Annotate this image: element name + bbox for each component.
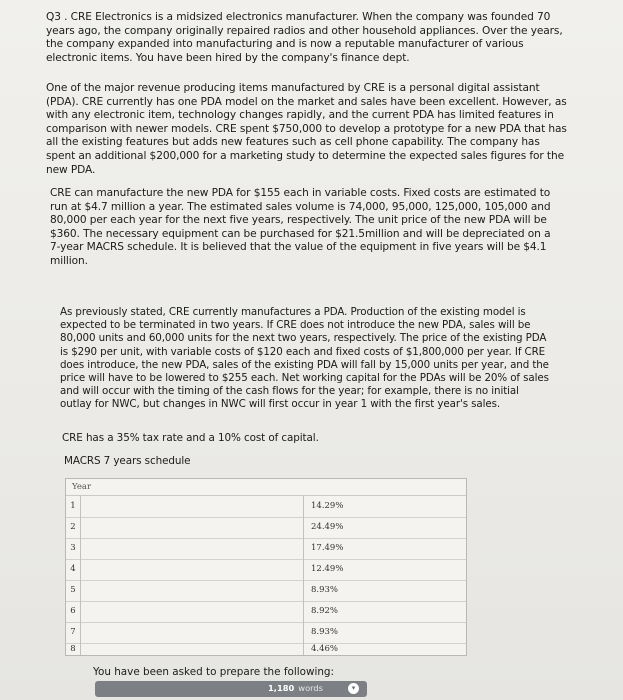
blank-cell xyxy=(80,517,304,538)
rate-cell: 14.29% xyxy=(311,501,344,511)
rate-cell: 17.49% xyxy=(311,543,344,553)
rate-cell: 8.93% xyxy=(311,627,339,637)
blank-cell xyxy=(80,538,304,559)
word-count-value: 1,180 xyxy=(268,683,295,693)
macrs-table-header xyxy=(66,479,466,496)
existing-pda-details: As previously stated, CRE currently manufactures a PDA. Production of the existing model is expected to be terminated in two years. If CRE does not introduce the new PDA, sales will be 80,000 units and 60,000 units for the next two years, respectively. The price of the existing PDA is $290 per unit, with variable costs of $120 each and fixed costs of $1,800,000 per year. If CRE does introduce, the new PDA, sales of the existing PDA will fall by 15,000 units per year, and the price will have to be lowered to $255 each. Net working capital for the PDAs will be 20% of sales and will occur with the timing of the cash flows for the year; for example, there is no initial outlay for NWC, but changes in NWC will first occur in year 1 with the first year's sales. xyxy=(60,306,549,411)
table-row xyxy=(66,643,466,655)
table-row xyxy=(66,622,466,644)
rate-cell: 12.49% xyxy=(311,564,344,574)
tax-rate-line: CRE has a 35% tax rate and a 10% cost of capital. xyxy=(62,432,319,444)
table-row xyxy=(66,601,466,623)
table-row xyxy=(66,496,466,518)
year-cell: 1 xyxy=(66,496,81,517)
blank-cell xyxy=(80,601,304,622)
chevron-icon[interactable]: ▾ xyxy=(348,683,359,694)
year-cell: 5 xyxy=(66,580,81,601)
word-count xyxy=(268,683,323,693)
table-row xyxy=(66,517,466,539)
word-count-bar[interactable] xyxy=(95,681,367,697)
year-cell: 6 xyxy=(66,601,81,622)
year-cell: 3 xyxy=(66,538,81,559)
macrs-heading: MACRS 7 years schedule xyxy=(64,455,191,467)
word-count-unit: words xyxy=(298,683,323,693)
blank-cell xyxy=(80,622,304,643)
year-cell: 7 xyxy=(66,622,81,643)
blank-cell xyxy=(80,643,304,655)
rate-cell: 24.49% xyxy=(311,522,344,532)
pda-background: One of the major revenue producing items manufactured by CRE is a personal digital assistant (PDA). CRE currently has one PDA model on the market and sales have been excellent. However, as with any electronic item, technology changes rapidly, and the current PDA has limited features in comparison with newer models. CRE spent $750,000 to develop a prototype for a new PDA that has all the existing features but adds new features such as cell phone capability. The company has spent an additional $200,000 for a marketing study to determine the expected sales figures for the new PDA. xyxy=(46,82,567,176)
table-row xyxy=(66,538,466,560)
macrs-table xyxy=(65,478,467,656)
rate-cell: 4.46% xyxy=(311,644,339,654)
follow-up-prompt: You have been asked to prepare the following: xyxy=(93,666,335,678)
new-pda-costs: CRE can manufacture the new PDA for $155 each in variable costs. Fixed costs are estimated to run at $4.7 million a year. The estimated sales volume is 74,000, 95,000, 125,000, 105,000 and 80,000 per each year for the next five years, respectively. The unit price of the new PDA will be $360. The necessary equipment can be purchased for $21.5million and will be depreciated on a 7-year MACRS schedule. It is believed that the value of the equipment in five years will be $4.1 million. xyxy=(50,187,551,267)
blank-cell xyxy=(80,580,304,601)
year-cell: 4 xyxy=(66,559,81,580)
rate-cell: 8.92% xyxy=(311,606,339,616)
blank-cell xyxy=(80,496,304,517)
year-cell: 2 xyxy=(66,517,81,538)
table-row xyxy=(66,559,466,581)
rate-cell: 8.93% xyxy=(311,585,339,595)
year-cell: 8 xyxy=(66,643,81,655)
question-intro: Q3 . CRE Electronics is a midsized electronics manufacturer. When the company was founded 70 years ago, the company originally repaired radios and other household appliances. Over the years, the company expanded into manufacturing and is now a reputable manufacturer of various electronic items. You have been hired by the company's finance dept. xyxy=(46,11,563,64)
year-column-header: Year xyxy=(72,482,92,492)
table-row xyxy=(66,580,466,602)
blank-cell xyxy=(80,559,304,580)
